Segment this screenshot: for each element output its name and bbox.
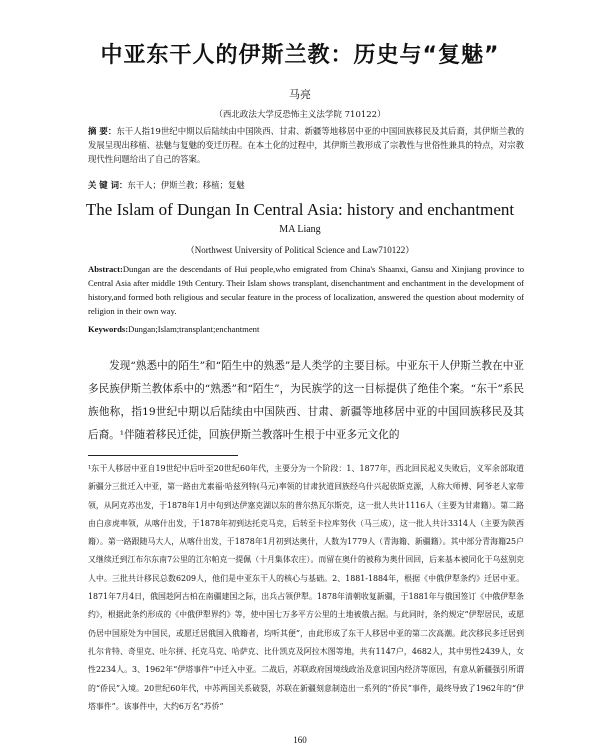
chinese-keywords [88, 178, 524, 192]
chinese-affiliation: （西北政法大学反恐怖主义法学院 710122） [214, 110, 386, 120]
footnote: ¹东干人移居中亚自19世纪中后叶至20世纪60年代，主要分为一个阶段：1、1877年，西北回民起义失败后，义军余部取道新疆分三批迁入中亚，第一路由尤素福·哈兹列特(马元)率领的甘肃狄道回族经乌什兴起依斯克源，人称大师傅、阿爷老人家带领，从阿克苏出发，于1878年1月中旬到达伊塞克湖以东的普尔热瓦尔斯克，这一批人共计1116人（主要为甘肃籍）。第二路由白彦虎率领，从喀什出发，于1878年初到达托克马克，后转至卡拉库努伙（马三成），这一批人共计3314人（主要为陕西籍）。第一路跟随马大人，从喀什出发，于1878年1月初到达奥什，人数为1779人（青海籍、新疆籍）。其中部分青海籍25户又继续迁到江布尔东南7公里的江尔帕克一提佩（十月集体农庄）。而留在奥什的被称为奥什回回，后来基本被同化于乌兹别克人中。三批共计移民总数6209人，他们是中亚东干人的核心与基础。2、1881-1884年，根据《中俄伊犁条约》迁居中亚。1871年7月4日，俄国趁阿古柏在南疆建国之际，出兵占领伊犁。1878年清朝收复新疆，于1881年与俄国签订《中俄伊犁条约》，根据此条约形成的《中俄伊犁界约》等，使中国七万多平方公里的土地被俄占据。与此同时，条约规定“伊犁居民，或愿仍居中国原处为中国民，或愿迁居俄国入俄籍者，均听其便”，由此形成了东干人移居中亚的第二次高潮。此次移民多迁居到扎尔肯特、奇里克、吐尔拼、托克马克、哈萨克、比什凯克及阿拉木图等地，共有1147户，4682人，其中男性2439人，女性2234人。3、1962年“伊塔事件”中迁入中亚。二战后，苏联政府国境线政治及意识国内经济等原因，有意从新疆强引所谓的“侨民”入境。20世纪60年代，中苏两国关系破裂，苏联在新疆刻意制造出一系列的“侨民”事件，最终导致了1962年的“伊塔事件”。该事件中，大约6万名“苏侨” [88, 464, 524, 711]
body-paragraph: 发现“熟悉中的陌生”和“陌生中的熟悉”是人类学的主要目标。中亚东干人伊斯兰教在中亚多民族伊斯兰教体系中的“熟悉”和“陌生”，为民族学的这一目标提供了绝佳个案。“东干”系民族他称，指19世纪中期以后陆续由中国陕西、甘肃、新疆等地移居中亚的中国回族移民及其后裔。¹伴随着移民迁徙，回族伊斯兰教落叶生根于中亚多元文化的 [88, 360, 524, 441]
english-keywords [88, 322, 524, 336]
footnote-divider [88, 455, 238, 456]
english-affiliation: （Northwest University of Political Science and Law710122） [185, 245, 415, 255]
chinese-title: 中亚东干人的伊斯兰教：历史与“复魅” [100, 43, 500, 68]
english-abstract [88, 262, 524, 318]
english-title: The Islam of Dungan In Central Asia: history and enchantment [85, 200, 515, 219]
english-abstract-text: Dungan are the descendants of Hui people,who emigrated from China's Shaanxi, Gansu and Xinjiang province to Central Asia after middle 19th Century. Their Islam shows transplant, disenchantment and enchantment in the development of history,and formed both religious and secular feature in the process of localization, answered the question about modernity of religion in their own way. [88, 264, 524, 316]
chinese-author: 马亮 [289, 88, 311, 101]
english-keywords-label: Keywords: [88, 324, 129, 334]
chinese-keywords-label: 关 键 词： [88, 180, 128, 190]
page-number: 160 [293, 735, 307, 745]
chinese-keywords-text: 东干人；伊斯兰教；移植；复魅 [127, 180, 245, 190]
english-keywords-text: Dungan;Islam;transplant;enchantment [128, 324, 260, 334]
english-author: MA Liang [279, 224, 321, 235]
chinese-abstract-text: 东干人指19世纪中期以后陆续由中国陕西、甘肃、新疆等地移居中亚的中国回族移民及其后裔，其伊斯兰教的发展呈现出移植、祛魅与复魅的变迁历程。在本土化的过程中，其伊斯兰教形成了宗教性与世俗性兼具的特点，对宗教现代性问题给出了自己的答案。 [88, 126, 525, 164]
english-abstract-label: Abstract: [88, 264, 123, 274]
chinese-abstract [88, 124, 524, 166]
chinese-abstract-label: 摘 要： [88, 126, 117, 136]
